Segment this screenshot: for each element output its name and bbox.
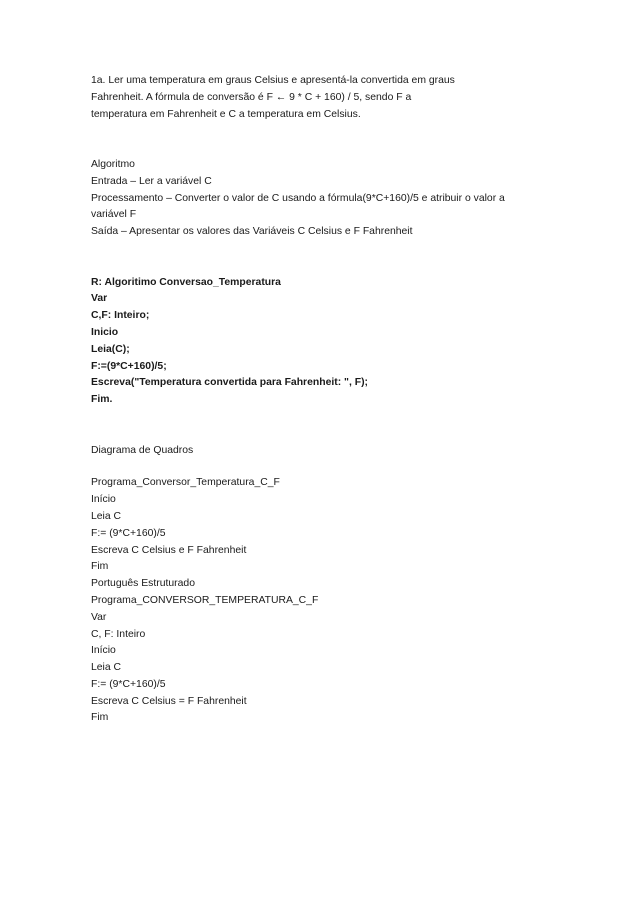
- code-line: C,F: Inteiro;: [91, 310, 150, 322]
- intro-line: Fahrenheit. A fórmula de conversão é F ← 9 * C + 160) / 5, sendo F a: [91, 91, 412, 103]
- intro-line: 1a. Ler uma temperatura em graus Celsius e apresentá-la convertida em graus: [91, 75, 455, 86]
- diagrama-section: [91, 475, 561, 727]
- diagrama-line: Início: [91, 645, 116, 657]
- diagrama-line: Fim: [91, 712, 109, 724]
- algoritmo-line: Processamento – Converter o valor de C usando a fórmula(9*C+160)/5 e atribuir o valor a: [91, 192, 505, 204]
- algoritmo-line: Saída – Apresentar os valores das Variáveis C Celsius e F Fahrenheit: [91, 226, 413, 238]
- document-page: [91, 73, 561, 727]
- diagrama-line: Início: [91, 494, 116, 506]
- algoritmo-line: variável F: [91, 209, 137, 221]
- resposta-code-block: [91, 275, 561, 409]
- algoritmo-section: [91, 157, 561, 241]
- diagrama-line: Fim: [91, 561, 109, 573]
- diagrama-line: Programa_Conversor_Temperatura_C_F: [91, 477, 280, 489]
- spacer: [91, 459, 561, 475]
- code-line: R: Algoritimo Conversao_Temperatura: [91, 276, 281, 288]
- algoritmo-line: Entrada – Ler a variável C: [91, 175, 212, 187]
- code-line: Escreva("Temperatura convertida para Fahrenheit: ", F);: [91, 377, 369, 389]
- diagrama-line: Var: [91, 611, 107, 623]
- code-line: F:=(9*C+160)/5;: [91, 360, 167, 372]
- diagrama-line: Escreva C Celsius = F Fahrenheit: [91, 695, 247, 707]
- spacer: [91, 241, 561, 275]
- intro-paragraph: [91, 73, 561, 123]
- code-line: Inicio: [91, 326, 119, 338]
- diagrama-line: Leia C: [91, 510, 122, 522]
- spacer: [91, 409, 561, 443]
- diagrama-line: Português Estruturado: [91, 578, 195, 590]
- code-line: Fim.: [91, 394, 113, 406]
- algoritmo-heading: Algoritmo: [91, 158, 135, 170]
- diagrama-line: C, F: Inteiro: [91, 628, 146, 640]
- code-line: Var: [91, 293, 108, 305]
- diagrama-line: Programa_CONVERSOR_TEMPERATURA_C_F: [91, 594, 319, 606]
- diagrama-heading: Diagrama de Quadros: [91, 444, 194, 456]
- diagrama-line: Escreva C Celsius e F Fahrenheit: [91, 544, 247, 556]
- intro-line: temperatura em Fahrenheit e C a temperatura em Celsius.: [91, 108, 361, 120]
- spacer: [91, 123, 561, 157]
- code-line: Leia(C);: [91, 343, 130, 355]
- diagrama-line: F:= (9*C+160)/5: [91, 678, 166, 690]
- diagrama-line: F:= (9*C+160)/5: [91, 527, 166, 539]
- diagrama-line: Leia C: [91, 662, 122, 674]
